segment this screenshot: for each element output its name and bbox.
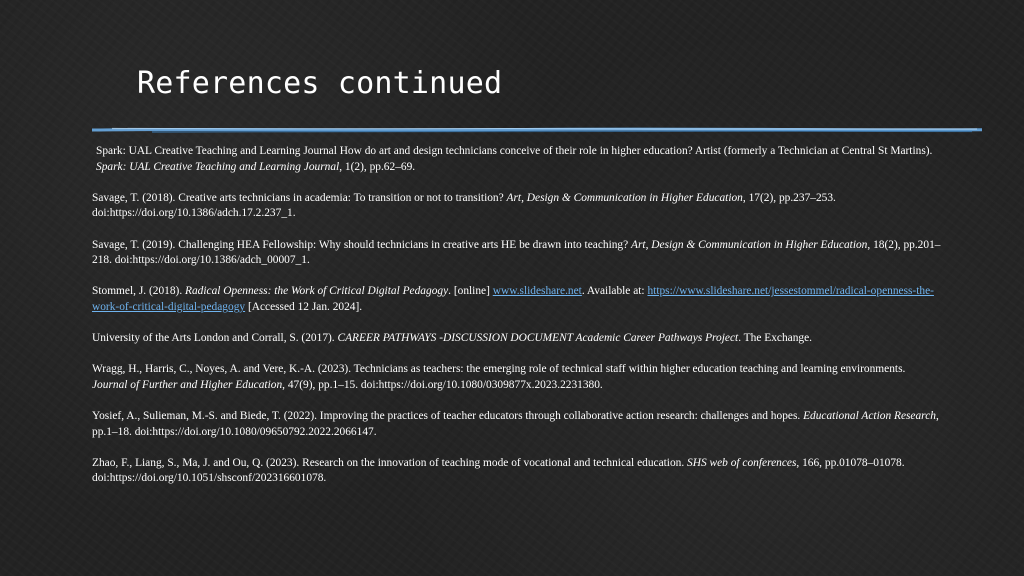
reference-item (92, 238, 942, 269)
reference-details: . The Exchange. (738, 332, 812, 345)
reference-text: University of the Arts London and Corrall, S. (2017). (92, 332, 338, 345)
reference-details: , 17(2), pp.237–253. doi:https://doi.org/10.1386/adch.17.2.237_1. (92, 191, 836, 220)
reference-source: Educational Action Research (803, 410, 936, 423)
reference-item (92, 409, 942, 440)
reference-details: , pp.1–18. doi:https://doi.org/10.1080/09650792.2022.2066147. (92, 410, 939, 438)
reference-details: , 47(9), pp.1–15. doi:https://doi.org/10.1080/0309877x.2023.2231380. (282, 378, 603, 391)
reference-source: Spark: UAL Creative Teaching and Learning Journal (96, 160, 340, 173)
reference-item (92, 362, 942, 393)
title-underline-rule (92, 124, 982, 136)
reference-text: Savage, T. (2018). Creative arts technicians in academia: To transition or not to transition? (92, 191, 507, 204)
reference-text: Wragg, H., Harris, C., Noyes, A. and Vere, K.-A. (2023). Technicians as teachers: the emerging role of technical staff within higher education teaching and learning environments. (92, 363, 906, 376)
reference-source: Art, Design & Communication in Higher Education (631, 238, 868, 251)
reference-details: , 166, pp.01078–01078. doi:https://doi.org/10.1051/shsconf/202316601078. (92, 456, 905, 485)
reference-source: Art, Design & Communication in Higher Education (506, 191, 743, 204)
reference-item (92, 456, 942, 487)
reference-item (92, 331, 942, 347)
reference-text: Spark: UAL Creative Teaching and Learning Journal How do art and design technicians conceive of their role in higher education? Artist (formerly a Technician at Central St Martins). (96, 145, 933, 157)
references-list (92, 144, 942, 503)
reference-source: Journal of Further and Higher Education (92, 378, 283, 391)
reference-text: Stommel, J. (2018). (92, 285, 186, 298)
reference-text: Zhao, F., Liang, S., Ma, J. and Ou, Q. (2023). Research on the innovation of teaching mode of vocational and technical education. (92, 456, 688, 469)
reference-details: , 1(2), pp.62–69. (339, 160, 416, 173)
slideshare-url-link[interactable]: https://www.slideshare.net/jessestommel/radical-openness-the-work-of-critical-digital-pedagogy (92, 285, 934, 313)
reference-item (92, 191, 942, 222)
rule-stroke-light (112, 129, 977, 130)
reference-item (92, 284, 942, 315)
reference-source: CAREER PATHWAYS -DISCUSSION DOCUMENT Academic Career Pathways Project (337, 332, 739, 345)
reference-details: . [online] (448, 285, 493, 298)
reference-item (92, 144, 942, 175)
reference-available: . Available at: (581, 285, 648, 298)
reference-details: , 18(2), pp.201–218. doi:https://doi.org/10.1386/adch_00007_1. (92, 238, 941, 267)
reference-text: Yosief, A., Sulieman, M.-S. and Biede, T. (2022). Improving the practices of teacher educators through collaborative action research: challenges and hopes. (92, 410, 804, 423)
reference-source: SHS web of conferences (687, 456, 797, 469)
page-title: References continued (137, 66, 503, 101)
reference-source: Radical Openness: the Work of Critical Digital Pedagogy (185, 285, 449, 298)
reference-text: Savage, T. (2019). Challenging HEA Fellowship: Why should technicians in creative arts HE be drawn into teaching? (92, 238, 632, 251)
reference-accessed: [Accessed 12 Jan. 2024]. (245, 300, 363, 313)
rule-stroke-shadow (152, 131, 972, 132)
slideshare-link[interactable]: www.slideshare.net (492, 285, 582, 298)
